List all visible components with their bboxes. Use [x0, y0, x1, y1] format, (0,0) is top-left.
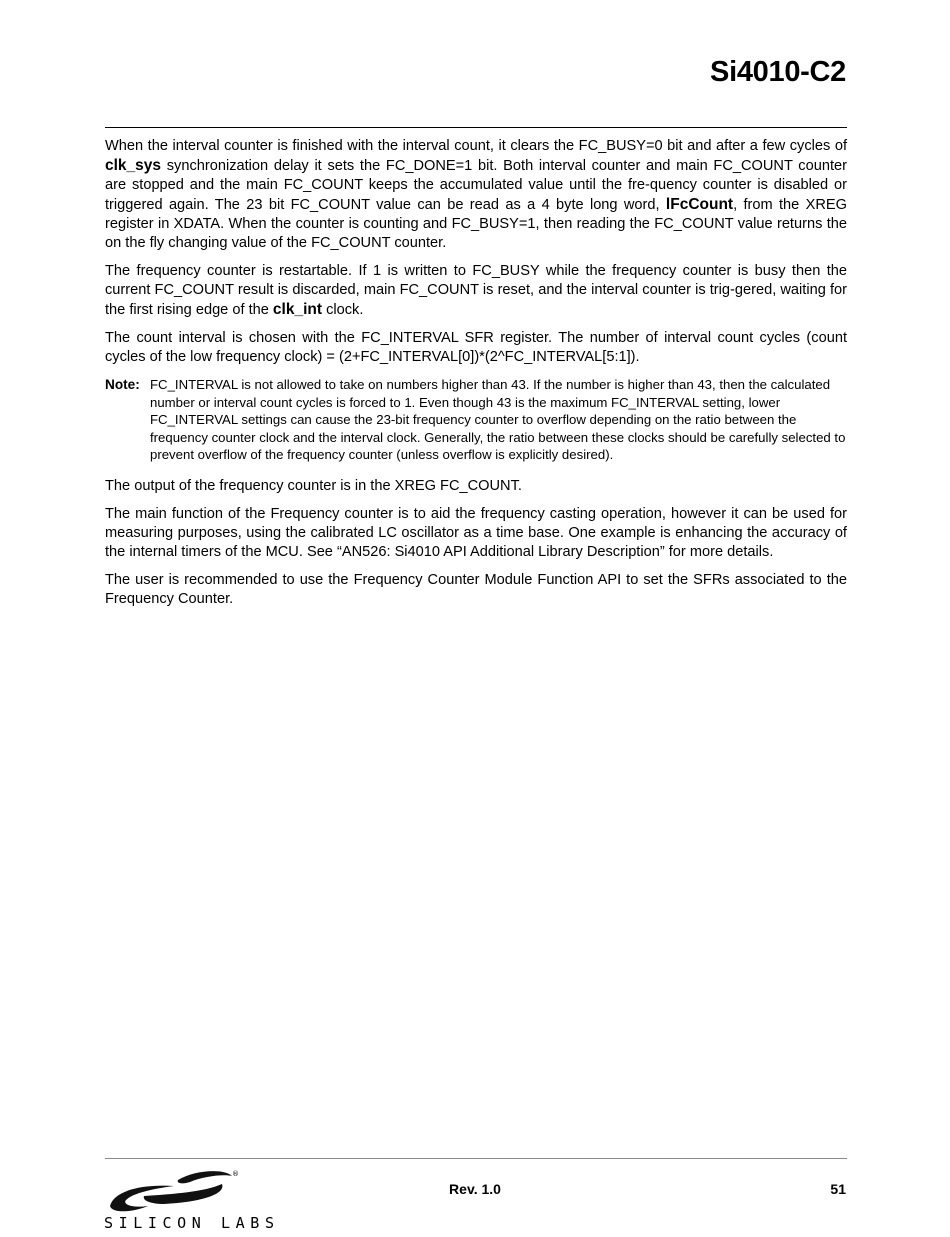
revision-label: Rev. 1.0 [449, 1181, 501, 1197]
paragraph-interval-counter [105, 137, 847, 253]
page-title: Si4010-C2 [710, 56, 846, 88]
note-text: FC_INTERVAL is not allowed to take on numbers higher than 43. If the number is higher than 43, then the calculated number or interval count cycles is forced to 1. Even though 43 is the maximum FC_INTERVAL setting, lower FC_INTERVAL settings can cause the 23-bit frequency counter to overflow depending on the ratio between the frequency counter clock and the interval clock. Generally, the ratio between these clocks should be carefully selected to prevent overflow of the frequency counter (unless overflow is explicitly desired). [150, 377, 846, 462]
paragraph-count-interval: The count interval is chosen with the FC_INTERVAL SFR register. The number of interval count cycles (count cycles of the low frequency clock) = (2+FC_INTERVAL[0])*(2^FC_INTERVAL[5:1]). [105, 330, 847, 365]
paragraph-output: The output of the frequency counter is in the XREG FC_COUNT. [105, 477, 522, 494]
paragraph-text: , from the XREG register in XDATA. When the counter is counting and FC_BUSY=1, then reading the FC_COUNT value returns the on the fly changing value of the FC_COUNT counter. [105, 197, 847, 251]
body-content [105, 137, 847, 618]
bold-term-lfccount: lFcCount [665, 196, 734, 213]
logo-wordmark: SILICON LABS [104, 1214, 280, 1232]
paragraph-text: clock. [322, 302, 364, 318]
paragraph-restartable [105, 262, 847, 320]
paragraph-main-function: The main function of the Frequency counter is to aid the frequency casting operation, however it can be used for measuring purposes, using the calibrated LC oscillator as a time base. One example is enhancing the accuracy of the internal timers of the MCU. See “AN526: Si4010 API Additional Library Description” for more details. [105, 505, 847, 560]
silicon-labs-logo [104, 1166, 280, 1234]
footer-rule [105, 1158, 847, 1159]
bold-term-clk-int: clk_int [272, 301, 323, 318]
header-rule [105, 127, 847, 128]
paragraph-text: The frequency counter is restartable. If 1 is written to FC_BUSY while the frequency counter is busy then the current FC_COUNT result is discarded, main FC_COUNT is reset, and the interval counter is trig-gered, waiting for the first rising edge of the [105, 263, 847, 318]
note-block [105, 376, 847, 464]
paragraph-recommendation: The user is recommended to use the Frequency Counter Module Function API to set the SFRs associated to the Frequency Counter. [105, 571, 847, 607]
paragraph-text: When the interval counter is finished with the interval count, it clears the FC_BUSY=0 bit and after a few cycles of [105, 138, 847, 154]
bold-term-clk-sys: clk_sys [105, 157, 162, 174]
page-number: 51 [830, 1181, 846, 1197]
note-label: Note: [105, 377, 140, 392]
registered-mark: ® [232, 1170, 239, 1178]
paragraph-text: synchronization delay it sets the FC_DONE=1 bit. Both interval counter and main FC_COUNT counter are stopped and the main FC_COUNT keeps the accumulated value until the fre-quency counter is disabled or triggered again. The 23 bit FC_COUNT value can be read as a 4 byte long word, [105, 158, 847, 213]
